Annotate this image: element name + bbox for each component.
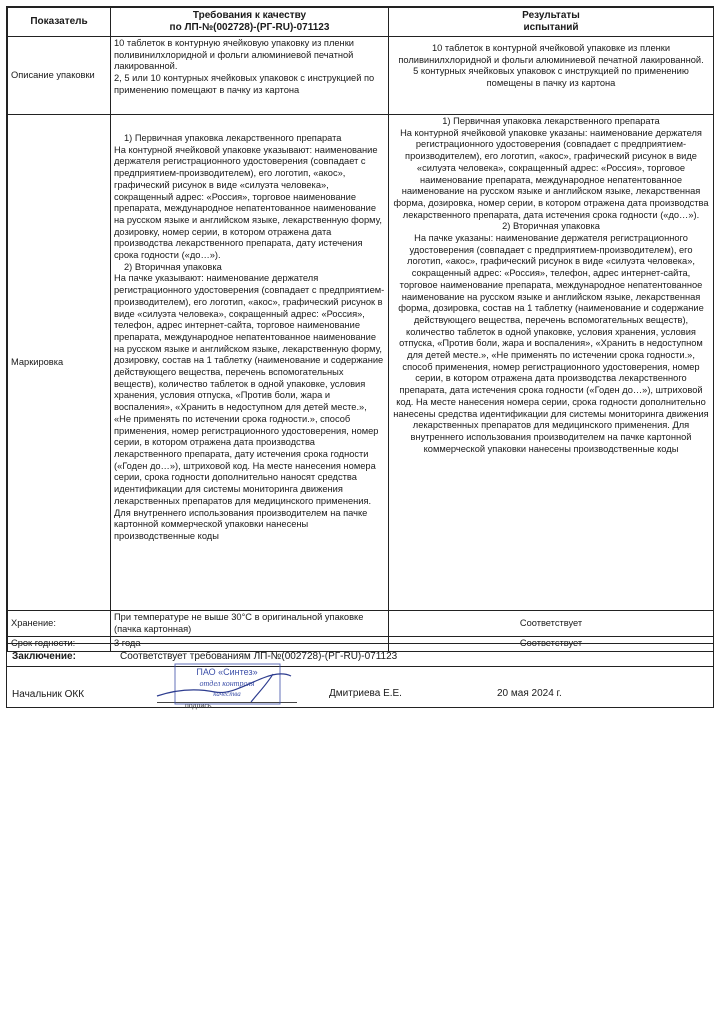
header-results [389,8,714,37]
conclusion-label: Заключение: [12,651,76,662]
storage-label: Хранение: [8,611,111,637]
marking-res-primary-title: 1) Первичная упаковка лекарственного препарата [442,116,660,126]
marking-req-primary-title: 1) Первичная упаковка лекарственного препарата [124,133,342,143]
marking-req-secondary-body: На пачке указывают: наименование держателя регистрационного удостоверения (совпадает с предприятием-производителем), его логотип, «акос», графический рисунок в виде «силуэта человека», сокращенный адрес: «Россия», телефон, адрес интернет-сайта, торговое наименование препарата, международное непатентованное наименование на русском языке и английском языке, лекарственную форму, дозировку, состав на 1 таблетку (наименование и содержание действующего вещества, перечень вспомогательных веществ), количество таблеток в одной упаковке, условия хранения, условия отпуска, «Против боли, жара и воспаления», «Хранить в недоступном для детей месте.», «Не применять по истечении срока годности.», способ применения, номер регистрационного удостоверения, номер серии, в котором отражена дата производства лекарственного препарата, дату истечения срока годности («Годен до…»), штриховой код. На месте нанесения номера серии, срока годности дополнительно наносят средства идентификации для системы мониторинга движения лекарственных препаратов для медицинского применения. Для внутреннего использования производителем на пачке картонной коммерческой упаковки нанесены производственные коды [114,273,385,541]
stamp-org: ПАО «Синтез» [196,667,258,677]
packaging-res-1: 10 таблеток в контурной ячейковой упаковке из пленки поливинилхлоридной и фольги алюминиевой печатной лакированной. [398,43,704,65]
marking-req-primary-body: На контурной ячейковой упаковке указывают: наименование держателя регистрационного удостоверения (совпадает с предприятием-производителем), его логотип, «акос», графический рисунок в виде «силуэта человека», сокращенный адрес: «Россия», торговое наименование препарата, международное непатентованное наименование на русском языке и английском языке, лекарственную форму, дозировку, номер серии, в котором отражена дата производства лекарственного препарата, дату истечения срока годности («до…»). [114,144,382,261]
storage-requirement: При температуре не выше 30°С в оригинальной упаковке (пачка картонная) [111,611,389,637]
header-requirements-line1: Требования к качеству [192,10,307,21]
packaging-requirement [111,37,389,115]
signature-block [7,666,713,709]
table-row-storage [8,611,714,637]
marking-label: Маркировка [8,115,111,611]
table-row-packaging [8,37,714,115]
marking-res-secondary-title: 2) Вторичная упаковка [502,221,600,232]
shelf-life-result: Соответствует [389,637,714,652]
packaging-label: Описание упаковки [8,37,111,115]
storage-result: Соответствует [389,611,714,637]
packaging-res-2: 5 контурных ячейковых упаковок с инструкцией по применению помещены в пачку из картона [413,66,689,89]
marking-req-secondary-title: 2) Вторичная упаковка [124,261,222,272]
header-results-line1: Результаты [522,10,580,21]
stamp-dept: отдел контроля [199,679,255,688]
marking-requirement [111,115,389,611]
marking-res-secondary-body: На пачке указаны: наименование держателя регистрационного удостоверения (совпадает с предприятием-производителем), его логотип, «акос», графический рисунок в виде «силуэта человека», сокращенный адрес: «Россия», телефон, адрес интернет-сайта, торговое наименование препарата, международное непатентованное наименование на русском языке и английском языке, лекарственная форма, дозировка, состав на 1 таблетку (наименование и содержание действующего вещества, перечень вспомогательных веществ), количество таблеток в одной упаковке, условия хранения, условия отпуска, «Против боли, жара и воспаления», «Хранить в недоступном для детей месте.», «Не применять по истечении срока годности.», способ применения, номер регистрационного удостоверения, номер серии, в котором отражена дата производства лекарственного препарата, дата истечения срока годности («Годен до…»), штриховой код. На месте нанесения номера серии, срока годности дополнительно нанесены средства идентификации для системы мониторинга движения лекарственных препаратов для медицинского применения. Для внутреннего использования производителем на пачке картонной коммерческой упаковки нанесены производственные коды [393,233,709,454]
header-indicator: Показатель [8,8,111,37]
header-requirements-line2: по ЛП-№(002728)-(РГ-RU)-071123 [169,22,330,33]
marking-result [389,115,714,611]
header-requirements [111,8,389,37]
table-header-row [8,8,714,37]
signature-caption: подпись [185,703,212,710]
quality-table-frame [6,6,714,708]
packaging-req-2: 2, 5 или 10 контурных ячейковых упаковок с инструкцией по применению помещают в пачку из картона [114,73,375,95]
table-row-marking [8,115,714,611]
stamp-and-signature [155,662,295,708]
signer-name: Дмитриева Е.Е. [329,688,402,699]
stamp-quality: качества [213,690,241,698]
conclusion-text: Соответствует требованиям ЛП-№(002728)-(РГ-RU)-071123 [120,651,398,662]
shelf-life-requirement: 3 года [111,637,389,652]
header-results-line2: испытаний [523,22,579,33]
signer-role: Начальник ОКК [12,689,85,700]
shelf-life-label: Срок годности: [8,637,111,652]
packaging-result [389,37,714,115]
conclusion-block [7,643,713,666]
packaging-req-1: 10 таблеток в контурную ячейковую упаковку из пленки поливинилхлоридной и фольги алюминиевой печатной лакированной. [114,38,354,72]
signature-date: 20 мая 2024 г. [497,688,562,699]
marking-res-primary-body: На контурной ячейковой упаковке указаны: наименование держателя регистрационного удостоверения (совпадает с предприятием-производителем), его логотип, «акос», графический рисунок в виде «силуэта человека», сокращенный адрес: «Россия», торговое наименование препарата, международное непатентованное наименование на русском языке и английском языке, лекарственная форма, дозировка, номер серии, в котором отражена дата производства лекарственного препарата, дата истечения срока годности («до…»). [393,127,709,220]
quality-table [7,7,714,652]
